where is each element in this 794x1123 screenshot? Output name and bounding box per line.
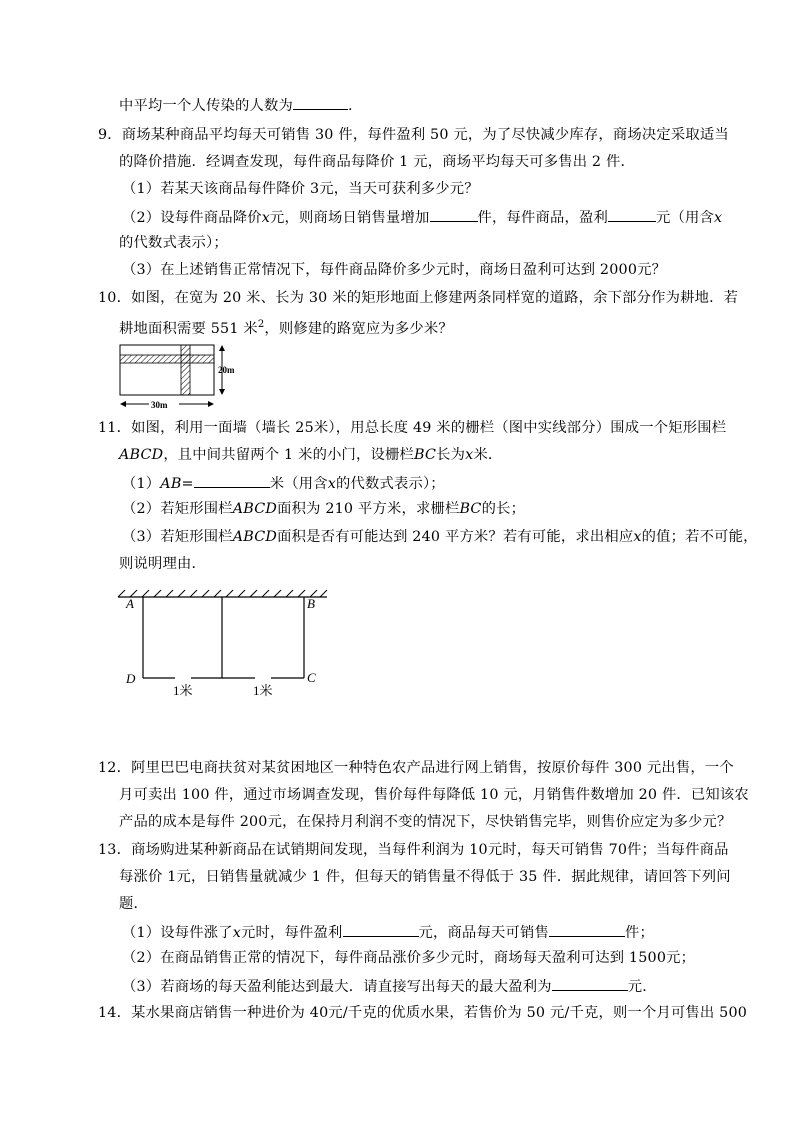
q13-text: 元，商品每天可销售: [418, 925, 550, 941]
q13-text: （1）设每件涨了: [122, 925, 233, 941]
answer-blank: [552, 975, 628, 991]
q9-part2-text: 元（用含: [656, 210, 714, 226]
q11-text: 米（用含: [269, 476, 328, 492]
gap-label-2: 1米: [253, 683, 273, 698]
q11-fence-figure: [115, 588, 335, 700]
label-B: B: [307, 596, 315, 611]
q8-tail-line: [119, 94, 353, 116]
q11-part1: [122, 472, 445, 494]
q9-part2: [122, 206, 722, 228]
q11-text: 则说明理由．: [119, 556, 206, 572]
q13-text: （3）若商场的每天盈利能达到最大．请直接写出每天的最大盈利为: [122, 979, 552, 995]
q9-part2-text: （2）设每件商品降价: [122, 210, 262, 226]
q9-part1: [122, 179, 479, 199]
q13-part2: [122, 948, 695, 968]
q10-text: ，则修建的路宽应为多少米？: [264, 320, 453, 337]
q10-line2: [119, 315, 453, 339]
q13-text: 元时，每件盈利: [241, 925, 343, 941]
q11-text: =: [181, 476, 194, 492]
horizontal-road: [120, 355, 214, 363]
math-label: BC: [459, 501, 482, 517]
label-A: A: [126, 596, 134, 611]
variable-x: x: [327, 476, 336, 492]
gap-label-1: 1米: [173, 683, 193, 698]
q9-part1-text: （1）若某天该商品每件降价 3元，当天可获利多少元？: [122, 181, 479, 197]
q9-part2-text: 的代数式表示）；: [119, 235, 228, 251]
q12-text: 月可卖出 100 件，通过市场调查发现，售价每件每降低 10 元，月销售件数增加 20 件．已知该农: [119, 787, 749, 803]
superscript: 2: [257, 319, 265, 330]
q11-text: 长为: [436, 447, 466, 463]
variable-x: x: [633, 529, 642, 545]
arrowhead: [219, 345, 225, 351]
q9-part2-text: 件，每件商品，盈利: [477, 210, 608, 226]
q9-text: 商场某种商品平均每天可销售 30 件，每件盈利 50 元，为了尽快减少库存，商场决定采取适当: [121, 127, 729, 143]
math-label: ABCD: [119, 447, 164, 463]
q8-tail-text: 中平均一个人传染的人数为: [119, 98, 293, 114]
q11-text: （3）若矩形围栏: [122, 529, 233, 545]
q13-text: （2）在商品销售正常的情况下，每件商品涨价多少元时，商场每天盈利可达到 1500元；: [122, 950, 696, 966]
q10-text: 耕地面积需要 551 米: [119, 320, 258, 337]
q13-text: 元．: [627, 979, 657, 995]
q11-text: ，且中间共留两个 1 米的小门，设栅栏: [163, 447, 415, 463]
arrowhead: [208, 401, 214, 407]
variable-x: x: [261, 210, 271, 226]
q9-part2-cont: [119, 233, 228, 253]
question-number: 14．: [98, 1005, 132, 1021]
variable-x: x: [232, 925, 242, 941]
q10-line1: [98, 288, 738, 308]
wall-hatching: [118, 590, 327, 597]
q11-part2: [122, 499, 525, 519]
label-C: C: [307, 670, 316, 685]
q12-text: 阿里巴巴电商扶贫对某贫困地区一种特色农产品进行网上销售，按原价每件 300 元出售，一个: [131, 760, 734, 776]
variable-x: x: [714, 210, 723, 226]
q9-part3: [122, 260, 666, 280]
question-number: 12．: [98, 760, 132, 776]
q13-line3: [119, 894, 148, 914]
q9-part3-text: （3）在上述销售正常情况下，每件商品降价多少元时，商场日盈利可达到 2000元？: [122, 262, 667, 278]
q11-line2: [119, 445, 502, 465]
question-number: 13．: [98, 842, 132, 858]
math-label: ABCD: [232, 501, 278, 517]
answer-blank: [194, 472, 270, 488]
q12-line3: [119, 812, 732, 832]
variable-x: x: [465, 447, 474, 463]
length-label: 30m: [151, 400, 168, 410]
math-label: AB: [160, 476, 182, 492]
q8-tail-end: .: [347, 98, 353, 114]
q11-text: 米．: [473, 447, 503, 463]
q11-part3: [122, 527, 758, 547]
q13-text: 件；: [625, 925, 655, 941]
q11-text: 的代数式表示）；: [335, 476, 445, 492]
arrowhead: [120, 401, 126, 407]
answer-blank: [343, 921, 419, 937]
q9-line1: [98, 125, 729, 145]
q11-part3-cont: [119, 554, 206, 574]
q13-line2: [119, 867, 731, 887]
q9-text: 的降价措施．经调查发现，每件商品每降价 1 元，商场平均每天可多售出 2 件．: [119, 154, 635, 170]
question-number: 10．: [98, 290, 132, 306]
q13-line1: [98, 840, 729, 860]
q11-text: 的长；: [481, 501, 526, 517]
q11-text: （1）: [122, 476, 161, 492]
q11-text: 如图，利用一面墙（墙长 25米），用总长度 49 米的栅栏（图中实线部分）围成一个矩形围栏: [131, 420, 727, 436]
field-rectangle: [120, 345, 214, 395]
answer-blank: [608, 206, 656, 222]
vertical-road: [181, 345, 190, 395]
q10-text: 如图，在宽为 20 米、长为 30 米的矩形地面上修建两条同样宽的道路，余下部分作为耕地．若: [131, 290, 739, 306]
q12-text: 产品的成本是每件 200元，在保持月利润不变的情况下，尽快销售完毕，则售价应定为多少元？: [119, 814, 732, 830]
q12-line2: [119, 785, 749, 805]
q13-part3: [122, 975, 657, 997]
question-number: 11．: [98, 420, 132, 436]
math-label: BC: [414, 447, 437, 463]
math-label: ABCD: [232, 529, 278, 545]
answer-blank: [430, 206, 478, 222]
q13-text: 商场购进某种新商品在试销期间发现，当每件利润为 10元时，每天可销售 70件；当每件商品: [131, 842, 729, 858]
q13-part1: [122, 921, 654, 943]
q11-text: （2）若矩形围栏: [122, 501, 233, 517]
q11-text: 面积是否有可能达到 240 平方米？若有可能，求出相应: [277, 529, 634, 545]
q9-part2-text: 元，则商场日销售量增加: [270, 210, 430, 226]
answer-blank: [293, 94, 348, 110]
q10-field-figure: [115, 343, 235, 413]
q14-line1: [98, 1003, 747, 1023]
q11-line1: [98, 418, 726, 438]
arrowhead: [219, 389, 225, 395]
q13-text: 每涨价 1元，日销售量就减少 1 件，但每天的销售量不得低于 35 件．据此规律，请回答下列问: [119, 869, 731, 885]
q14-text: 某水果商店销售一种进价为 40元/千克的优质水果，若售价为 50 元/千克，则一个月可售出 500: [131, 1005, 748, 1021]
question-number: 9．: [98, 127, 122, 143]
q9-line2: [119, 152, 635, 172]
answer-blank: [549, 921, 625, 937]
q11-text: 的值；若不可能，: [641, 529, 758, 545]
q12-line1: [98, 758, 734, 778]
q13-text: 题．: [119, 896, 148, 912]
label-D: D: [126, 671, 136, 686]
width-label: 20m: [218, 365, 235, 375]
q11-text: 面积为 210 平方米，求栅栏: [277, 501, 460, 517]
